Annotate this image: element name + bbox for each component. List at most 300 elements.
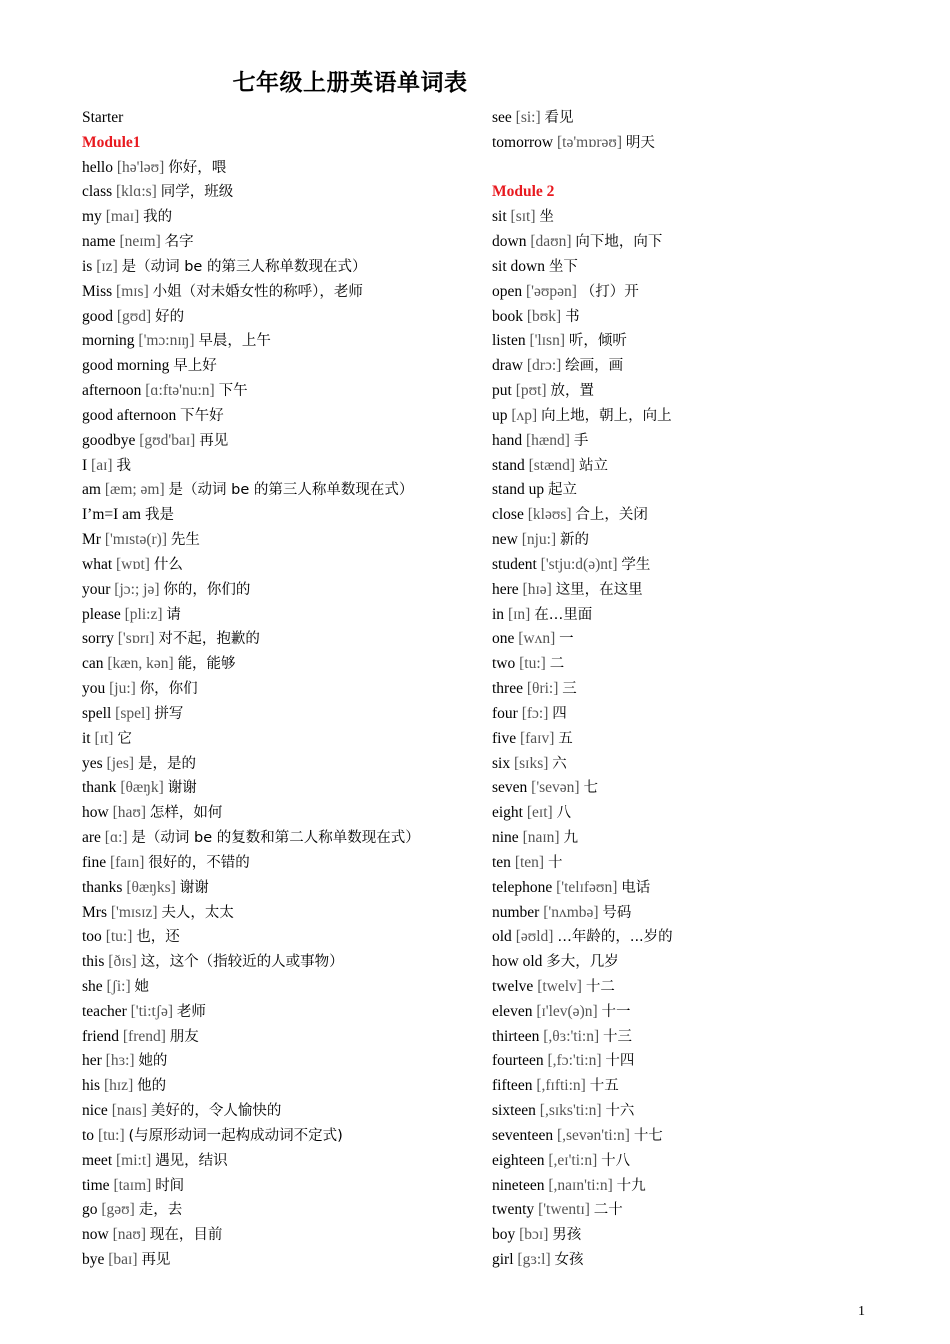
vocab-entry — [82, 230, 482, 255]
vocab-meaning: …年龄的，...岁的 — [557, 929, 673, 946]
vocab-meaning: 再见 — [199, 432, 229, 449]
vocab-entry — [82, 280, 482, 305]
vocab-entry — [492, 1149, 912, 1174]
vocab-pronunciation: [æm; əm] — [104, 481, 165, 499]
vocab-pronunciation: [θæŋk] — [120, 779, 164, 797]
vocab-word: now — [82, 1226, 109, 1244]
vocab-word: five — [492, 729, 517, 747]
vocab-pronunciation: [tu:] — [105, 928, 133, 946]
vocab-pronunciation: [kləʊs] — [527, 506, 572, 524]
vocab-meaning: 站立 — [578, 457, 608, 474]
vocab-meaning: 电话 — [621, 879, 651, 896]
vocab-word: twenty — [492, 1201, 535, 1219]
vocab-word: teacher — [82, 1002, 127, 1020]
vocab-meaning: （打）开 — [580, 283, 639, 300]
vocab-entry — [82, 1223, 482, 1248]
vocab-entry — [492, 975, 912, 1000]
vocab-word: twelve — [492, 977, 534, 995]
vocab-entry — [492, 1248, 912, 1273]
vocab-word: good — [82, 307, 113, 325]
vocab-word: fifteen — [492, 1077, 533, 1095]
vocab-meaning: 小姐（对未婚女性的称呼），老师 — [152, 283, 363, 300]
vocab-word: close — [492, 506, 524, 524]
vocab-word: boy — [492, 1226, 516, 1244]
vocab-word: are — [82, 829, 101, 847]
vocab-pronunciation: [jɔ:; jə] — [114, 580, 160, 598]
vocab-meaning: 十三 — [603, 1028, 632, 1045]
vocab-word: good afternoon — [82, 406, 177, 424]
vocab-pronunciation: [ɑ:ftə'nu:n] — [145, 382, 215, 400]
vocab-meaning: 女孩 — [554, 1252, 584, 1269]
vocab-word: three — [492, 680, 523, 698]
vocab-word: nineteen — [492, 1176, 545, 1194]
vocab-word: sixteen — [492, 1102, 536, 1120]
vocab-entry — [492, 578, 912, 603]
vocab-entry — [82, 727, 482, 752]
vocab-word: his — [82, 1077, 101, 1095]
vocab-entry — [82, 1099, 482, 1124]
vocab-pronunciation: ['mɔ:nɪŋ] — [138, 332, 195, 350]
vocab-pronunciation: [spel] — [115, 704, 151, 722]
vocab-word: tomorrow — [492, 133, 554, 151]
vocab-entry — [492, 1074, 912, 1099]
vocab-meaning: 先生 — [170, 532, 200, 549]
vocab-meaning: 能，能够 — [177, 656, 236, 673]
vocab-meaning: 我 — [116, 457, 131, 474]
vocab-pronunciation: [ten] — [514, 853, 545, 871]
vocab-entry — [82, 305, 482, 330]
vocab-pronunciation: [θri:] — [526, 680, 559, 698]
vocab-pronunciation: [faɪv] — [519, 729, 555, 747]
vocab-entry — [492, 1099, 912, 1124]
vocab-pronunciation: [hɪə] — [522, 580, 552, 598]
vocab-pronunciation: [,sɪks'ti:n] — [539, 1102, 602, 1120]
vocab-pronunciation: [naʊ] — [112, 1226, 147, 1244]
vocab-pronunciation: [frend] — [122, 1027, 166, 1045]
vocab-entry — [82, 1248, 482, 1273]
vocab-meaning: 十七 — [633, 1127, 663, 1144]
vocab-pronunciation: [gɜ:l] — [517, 1251, 551, 1269]
vocab-entry — [492, 255, 912, 280]
vocab-meaning: 向下地，向下 — [575, 234, 663, 251]
vocab-pronunciation: [wʌn] — [518, 630, 556, 648]
vocab-word: seventeen — [492, 1126, 554, 1144]
vocab-pronunciation: [,θɜ:'ti:n] — [543, 1027, 600, 1045]
vocab-meaning: 遇见，结识 — [155, 1152, 228, 1169]
vocab-entry — [82, 752, 482, 777]
vocab-meaning: 很好的，不错的 — [148, 854, 250, 871]
vocab-word: I — [82, 456, 88, 474]
vocab-entry — [82, 379, 482, 404]
vocab-entry — [492, 131, 912, 156]
vocab-meaning: 学生 — [621, 556, 651, 573]
vocab-entry — [492, 230, 912, 255]
vocab-pronunciation: [sɪks] — [513, 754, 549, 772]
vocab-pronunciation: [pʊt] — [515, 382, 547, 400]
vocab-pronunciation: ['əʊpən] — [526, 282, 577, 300]
vocab-meaning: 绘画，画 — [565, 358, 624, 375]
vocab-entry — [82, 503, 482, 528]
vocab-word: morning — [82, 332, 135, 350]
vocab-meaning: 书 — [565, 308, 580, 325]
vocab-entry — [82, 876, 482, 901]
vocab-entry — [82, 677, 482, 702]
vocab-meaning: (与原形动词一起构成动词不定式) — [128, 1127, 343, 1144]
vocab-entry — [82, 180, 482, 205]
vocab-entry — [492, 901, 912, 926]
vocab-entry — [492, 553, 912, 578]
vocab-word: one — [492, 630, 515, 648]
vocab-entry — [82, 776, 482, 801]
vocab-word: six — [492, 754, 511, 772]
vocab-entry — [492, 454, 912, 479]
vocab-word: what — [82, 555, 113, 573]
vocab-meaning: 你的，你们的 — [163, 581, 251, 598]
vocab-pronunciation: [ɪz] — [96, 257, 118, 275]
vocab-word: put — [492, 382, 512, 400]
vocab-entry — [82, 255, 482, 280]
vocab-word: good morning — [82, 357, 170, 375]
vocab-word: bye — [82, 1251, 105, 1269]
vocab-word: four — [492, 704, 518, 722]
vocab-word: sit down — [492, 257, 545, 275]
vocab-meaning: 请 — [166, 606, 181, 623]
vocab-pronunciation: [naɪs] — [111, 1102, 147, 1120]
vocab-pronunciation: [tu:] — [97, 1126, 125, 1144]
vocab-meaning: 夫人，太太 — [161, 904, 234, 921]
vocab-word: how — [82, 804, 109, 822]
vocab-pronunciation: [tu:] — [519, 655, 546, 673]
vocab-entry — [492, 379, 912, 404]
vocab-meaning: 十一 — [601, 1003, 631, 1020]
vocab-word: down — [492, 233, 527, 251]
vocab-pronunciation: [daʊn] — [530, 233, 572, 251]
vocab-entry — [82, 404, 482, 429]
vocab-meaning: 你，你们 — [139, 681, 198, 698]
vocab-pronunciation: ['sɒrɪ] — [117, 630, 155, 648]
vocab-word: my — [82, 208, 102, 226]
vocab-meaning: 看见 — [544, 110, 574, 126]
vocab-meaning: 时间 — [155, 1177, 185, 1194]
left-column — [82, 106, 482, 1273]
vocab-meaning: 也，还 — [136, 929, 180, 946]
vocab-entry — [82, 1025, 482, 1050]
vocab-meaning: 早晨，上午 — [198, 333, 271, 350]
vocab-pronunciation: [ðɪs] — [108, 953, 137, 971]
vocab-pronunciation: ['lɪsn] — [529, 332, 565, 350]
vocab-entry — [82, 1049, 482, 1074]
vocab-word: open — [492, 282, 523, 300]
module-heading: Module1 — [82, 133, 141, 151]
vocab-pronunciation: [twelv] — [537, 977, 582, 995]
vocab-entry — [492, 1198, 912, 1223]
vocab-word: sorry — [82, 630, 114, 648]
vocab-meaning: 新的 — [560, 532, 590, 549]
vocab-pronunciation: [,fɔ:'ti:n] — [547, 1052, 602, 1070]
vocab-meaning: 坐下 — [548, 258, 578, 275]
right-column — [492, 106, 912, 1273]
vocab-meaning: 朋友 — [169, 1028, 199, 1045]
vocab-entry — [82, 478, 482, 503]
vocab-entry — [492, 801, 912, 826]
vocab-pronunciation: [ɪ'lev(ə)n] — [536, 1002, 598, 1020]
vocab-meaning: 号码 — [602, 904, 632, 921]
vocab-entry — [492, 826, 912, 851]
vocab-entry — [492, 1049, 912, 1074]
vocab-meaning: 十 — [547, 854, 563, 871]
vocab-word: fine — [82, 853, 107, 871]
vocab-entry — [492, 354, 912, 379]
vocab-meaning: 再见 — [141, 1252, 171, 1269]
vocab-meaning: 男孩 — [552, 1227, 582, 1244]
vocab-word: Mrs — [82, 903, 107, 921]
vocab-pronunciation: [stænd] — [528, 456, 576, 474]
vocab-entry — [492, 1124, 912, 1149]
vocab-pronunciation: [θæŋks] — [126, 878, 176, 896]
vocab-entry — [82, 1000, 482, 1025]
vocab-word: hello — [82, 158, 113, 176]
page-number: 1 — [858, 1304, 865, 1319]
vocab-meaning: 老师 — [176, 1003, 206, 1020]
vocab-entry — [82, 975, 482, 1000]
vocab-meaning: 二 — [549, 656, 565, 673]
vocab-pronunciation: [kæn, kən] — [107, 655, 174, 673]
vocab-meaning: 他的 — [137, 1078, 167, 1095]
vocab-entry — [82, 901, 482, 926]
vocab-word: too — [82, 928, 102, 946]
vocab-meaning: 对不起，抱歉的 — [158, 631, 260, 648]
vocab-word: hand — [492, 431, 523, 449]
vocab-entry — [82, 1198, 482, 1223]
vocab-word: class — [82, 183, 113, 201]
vocab-meaning: 这，这个（指较近的人或事物） — [140, 954, 344, 971]
vocab-entry — [492, 429, 912, 454]
vocab-pronunciation: [si:] — [515, 109, 541, 126]
vocab-pronunciation: [hɪz] — [103, 1077, 134, 1095]
vocab-meaning: 坐 — [539, 209, 554, 226]
vocab-entry — [492, 925, 912, 950]
vocab-entry — [82, 1074, 482, 1099]
vocab-entry — [82, 950, 482, 975]
vocab-meaning: 十五 — [589, 1078, 619, 1095]
vocab-pronunciation: [gʊd'baɪ] — [139, 431, 196, 449]
vocab-pronunciation: [ʌp] — [511, 406, 538, 424]
vocab-pronunciation: [,eɪ'ti:n] — [548, 1151, 598, 1169]
vocab-pronunciation: [gəʊ] — [101, 1201, 135, 1219]
vocab-pronunciation: [tə'mɒrəʊ] — [557, 133, 623, 151]
vocab-word: I’m=I am — [82, 506, 142, 524]
vocab-word: old — [492, 928, 512, 946]
vocab-meaning: 在…里面 — [534, 606, 593, 623]
vocab-word: Miss — [82, 282, 113, 300]
vocab-meaning: 是（动词 be 的复数和第二人称单数现在式） — [131, 830, 420, 847]
vocab-pronunciation: [maɪ] — [105, 208, 140, 226]
vocab-entry — [82, 603, 482, 628]
vocab-pronunciation: [bʊk] — [526, 307, 562, 325]
vocab-word: Mr — [82, 531, 101, 549]
vocab-meaning: 这里，在这里 — [555, 581, 643, 598]
vocab-meaning: 你好，喂 — [168, 159, 227, 176]
vocab-entry — [492, 603, 912, 628]
vocab-entry — [492, 305, 912, 330]
vocab-word: afternoon — [82, 382, 142, 400]
vocab-meaning: 合上，关闭 — [575, 507, 648, 524]
vocab-entry — [82, 156, 482, 181]
vocab-word: your — [82, 580, 111, 598]
vocab-word: up — [492, 406, 508, 424]
vocab-word: ten — [492, 853, 511, 871]
vocab-word: eight — [492, 804, 523, 822]
vocab-word: fourteen — [492, 1052, 544, 1070]
vocab-entry — [492, 652, 912, 677]
vocab-entry — [82, 652, 482, 677]
vocab-word: go — [82, 1201, 98, 1219]
vocab-word: telephone — [492, 878, 553, 896]
vocab-word: stand up — [492, 481, 545, 499]
vocab-pronunciation: [faɪn] — [109, 853, 145, 871]
page-title: 七年级上册英语单词表 — [232, 70, 468, 96]
vocab-word: you — [82, 680, 106, 698]
vocab-pronunciation: [naɪn] — [522, 829, 560, 847]
vocab-meaning: 下午好 — [180, 407, 224, 424]
vocab-entry — [492, 776, 912, 801]
vocab-pronunciation: [ʃi:] — [106, 977, 131, 995]
vocab-pronunciation: [klɑ:s] — [116, 183, 157, 201]
vocab-pronunciation: [ɑ:] — [104, 829, 128, 847]
vocab-pronunciation: [eɪt] — [526, 804, 553, 822]
vocab-pronunciation: [drɔ:] — [526, 357, 562, 375]
vocab-meaning: 早上好 — [173, 358, 217, 375]
vocab-entry — [492, 205, 912, 230]
vocab-word: nice — [82, 1102, 108, 1120]
vocab-pronunciation: ['mɪsɪz] — [110, 903, 158, 921]
vocab-pronunciation: [fɔ:] — [521, 704, 549, 722]
vocab-pronunciation: [neɪm] — [119, 233, 161, 251]
vocab-pronunciation: [gʊd] — [116, 307, 152, 325]
vocab-entry — [82, 429, 482, 454]
vocab-meaning: 走，去 — [138, 1202, 183, 1219]
vocab-meaning: 十六 — [605, 1103, 635, 1120]
vocab-word: book — [492, 307, 523, 325]
vocab-pronunciation: [haʊ] — [112, 804, 147, 822]
vocab-entry — [492, 752, 912, 777]
vocab-entry — [492, 1000, 912, 1025]
vocab-meaning: 手 — [573, 432, 589, 449]
vocab-pronunciation: ['nʌmbə] — [543, 903, 599, 921]
vocab-word: she — [82, 977, 103, 995]
module-heading: Module 2 — [492, 183, 555, 201]
vocab-word: eleven — [492, 1002, 533, 1020]
vocab-meaning: 我是 — [144, 507, 174, 524]
vocab-word: name — [82, 233, 116, 251]
vocab-meaning: 十四 — [605, 1053, 635, 1070]
vocab-entry — [82, 1124, 482, 1149]
vocab-meaning: 我的 — [143, 209, 173, 226]
vocab-word: number — [492, 903, 540, 921]
vocab-meaning: 向上地，朝上，向上 — [541, 407, 672, 424]
vocab-pronunciation: ['stju:d(ə)nt] — [540, 555, 618, 573]
vocab-meaning: 八 — [556, 805, 572, 822]
vocab-pronunciation: ['telɪfəʊn] — [556, 878, 618, 896]
vocab-entry — [492, 503, 912, 528]
vocab-entry — [492, 876, 912, 901]
vocab-pronunciation: [hə'ləʊ] — [116, 158, 165, 176]
vocab-word: this — [82, 953, 105, 971]
vocab-meaning: 同学，班级 — [160, 184, 234, 201]
vocab-meaning: 九 — [563, 830, 578, 847]
vocab-meaning: 美好的，令人愉快的 — [150, 1103, 282, 1120]
vocab-meaning: 谢谢 — [179, 879, 209, 896]
vocab-meaning: 拼写 — [154, 705, 184, 722]
vocab-entry — [82, 354, 482, 379]
vocab-pronunciation: [ju:] — [109, 680, 136, 698]
vocab-word: please — [82, 605, 121, 623]
vocab-meaning: 什么 — [153, 556, 183, 573]
vocab-word: stand — [492, 456, 525, 474]
vocab-word: sit — [492, 208, 507, 226]
vocab-entry — [492, 702, 912, 727]
vocab-entry — [492, 106, 912, 131]
vocab-entry — [492, 727, 912, 752]
vocab-entry — [82, 801, 482, 826]
vocab-meaning: 怎样，如何 — [149, 805, 223, 822]
vocab-entry — [492, 528, 912, 553]
vocab-meaning: 好的 — [155, 308, 185, 325]
vocab-pronunciation: [taɪm] — [113, 1176, 152, 1194]
vocab-word: two — [492, 655, 516, 673]
vocab-meaning: 名字 — [164, 234, 194, 251]
vocab-meaning: 一 — [559, 631, 574, 648]
vocab-entry — [82, 925, 482, 950]
vocab-meaning: 她的 — [138, 1053, 168, 1070]
vocab-pronunciation: [pli:z] — [124, 605, 163, 623]
vocab-meaning: 六 — [552, 755, 567, 772]
vocab-word: student — [492, 555, 537, 573]
vocab-pronunciation: [,fɪfti:n] — [536, 1077, 586, 1095]
vocab-pronunciation: [,naɪn'ti:n] — [548, 1176, 613, 1194]
vocab-word: see — [492, 109, 512, 126]
vocab-entry — [492, 280, 912, 305]
vocab-entry — [82, 1149, 482, 1174]
vocab-entry — [82, 329, 482, 354]
vocab-meaning: 是（动词 be 的第三人称单数现在式） — [121, 258, 367, 275]
vocab-word: nine — [492, 829, 519, 847]
vocab-entry — [82, 851, 482, 876]
vocab-word: girl — [492, 1251, 514, 1269]
vocab-pronunciation: [wɒt] — [116, 555, 150, 573]
vocab-pronunciation: [nju:] — [521, 531, 557, 549]
vocab-entry — [82, 528, 482, 553]
vocab-pronunciation: [əʊld] — [515, 928, 554, 946]
vocab-pronunciation: [ɪn] — [507, 605, 531, 623]
vocab-meaning: 起立 — [547, 482, 577, 499]
vocab-meaning: 多大，几岁 — [546, 954, 619, 971]
vocab-pronunciation: ['sevən] — [531, 779, 580, 797]
vocab-meaning: 放，置 — [550, 383, 594, 400]
vocab-entry — [82, 627, 482, 652]
vocab-entry — [492, 1174, 912, 1199]
vocab-meaning: 她 — [134, 978, 150, 995]
vocab-entry — [82, 553, 482, 578]
vocab-pronunciation: ['twentɪ] — [538, 1201, 590, 1219]
vocab-word: seven — [492, 779, 528, 797]
vocab-pronunciation: [mi:t] — [116, 1151, 152, 1169]
vocab-word: meet — [82, 1151, 113, 1169]
vocab-entry — [492, 950, 912, 975]
vocab-meaning: 是（动词 be 的第三人称单数现在式） — [168, 482, 414, 499]
vocab-word: it — [82, 729, 91, 747]
vocab-pronunciation: [sɪt] — [510, 208, 536, 226]
